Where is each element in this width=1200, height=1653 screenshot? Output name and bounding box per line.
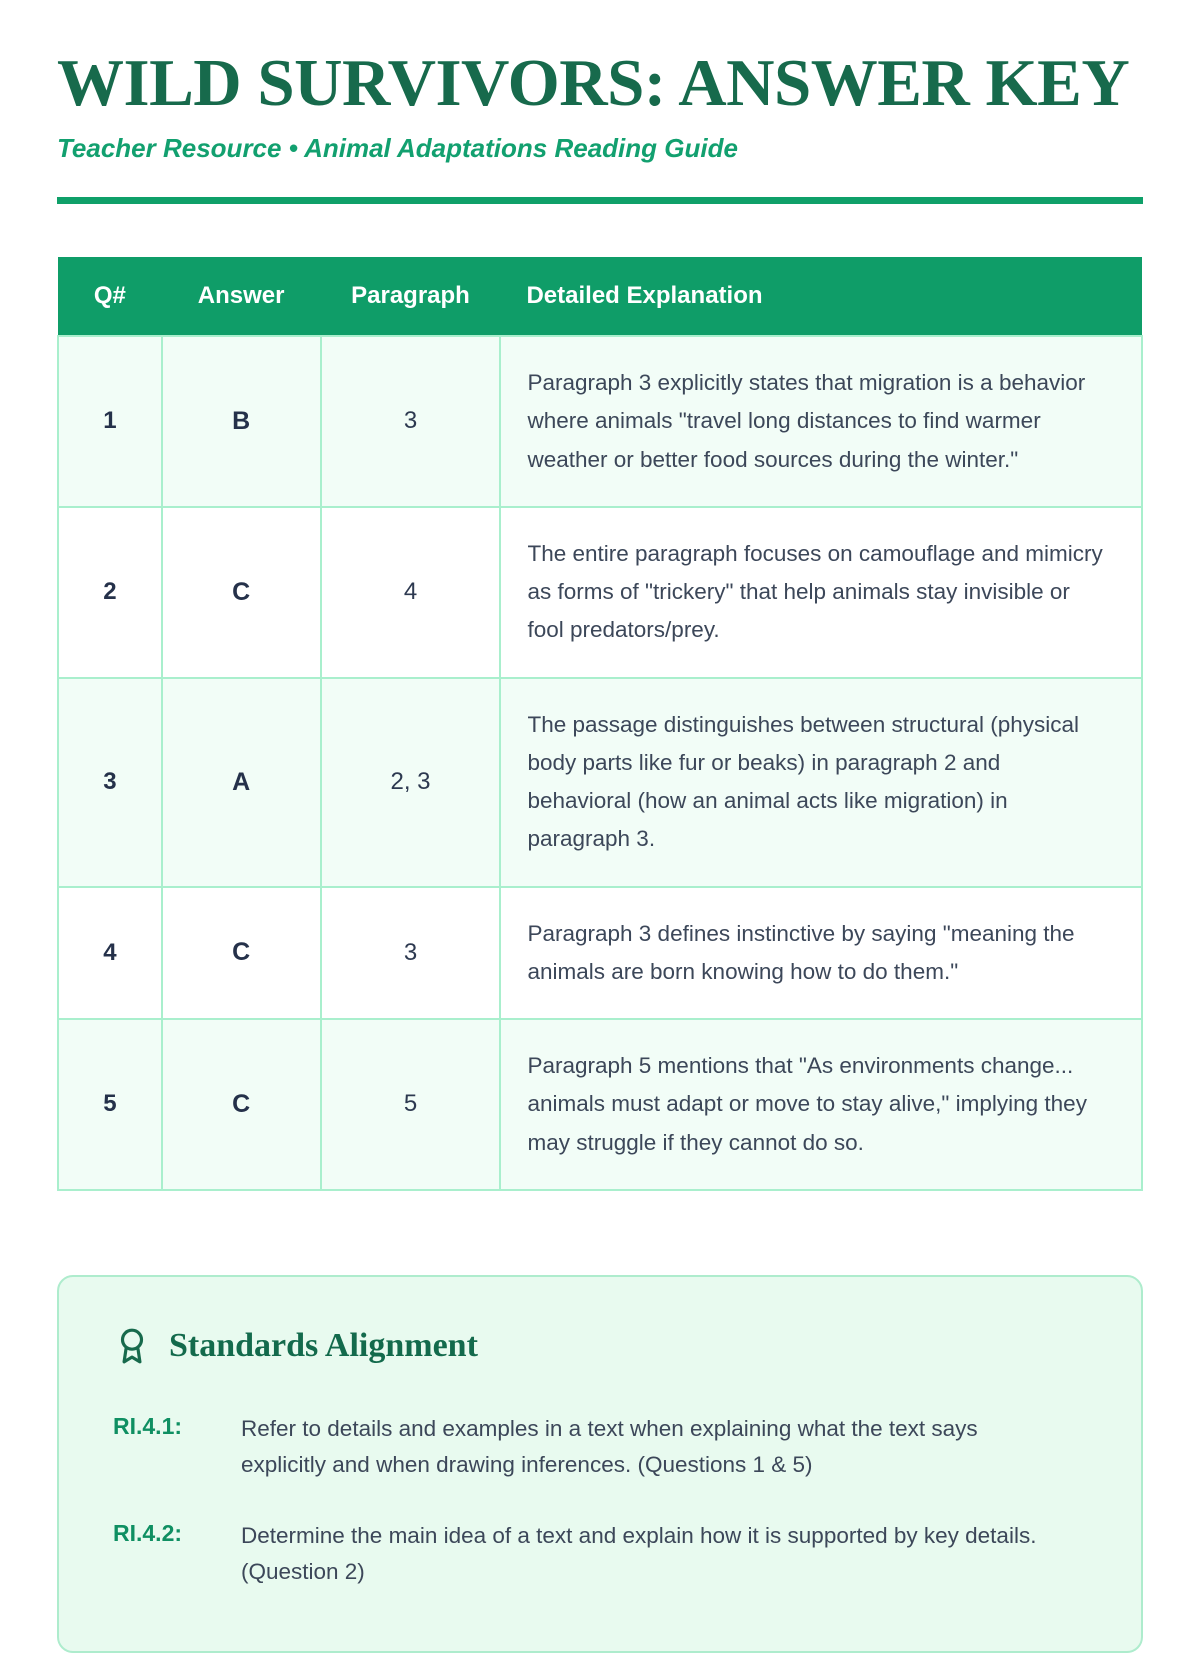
answer-letter-cell: B [162, 336, 321, 507]
table-row [58, 1019, 1142, 1190]
table-row [58, 507, 1142, 678]
paragraph-ref-cell: 4 [321, 507, 501, 678]
answer-letter-cell: C [162, 507, 321, 678]
standard-item [109, 1518, 1091, 1591]
answer-letter-cell: A [162, 678, 321, 887]
paragraph-ref-cell: 2, 3 [321, 678, 501, 887]
question-number-cell: 1 [58, 336, 162, 507]
standard-item [109, 1411, 1091, 1484]
explanation-cell: Paragraph 3 explicitly states that migration is a behavior where animals "travel long distances to find warmer weather or better food sources during the winter." [500, 336, 1142, 507]
column-header-answer: Answer [162, 257, 321, 336]
question-number-cell: 4 [58, 887, 162, 1020]
standards-title: Standards Alignment [169, 1326, 478, 1364]
explanation-cell: The entire paragraph focuses on camouflage and mimicry as forms of "trickery" that help animals stay invisible or fool predators/prey. [500, 507, 1142, 678]
paragraph-ref-cell: 5 [321, 1019, 501, 1190]
paragraph-ref-cell: 3 [321, 336, 501, 507]
question-number-cell: 5 [58, 1019, 162, 1190]
standard-description: Determine the main idea of a text and explain how it is supported by key details. (Question 2) [241, 1522, 1037, 1585]
column-header-explanation: Detailed Explanation [500, 257, 1142, 336]
table-row [58, 336, 1142, 507]
explanation-cell: Paragraph 5 mentions that "As environments change... animals must adapt or move to stay alive," implying they may struggle if they cannot do so. [500, 1019, 1142, 1190]
column-header-paragraph: Paragraph [321, 257, 501, 336]
table-row [58, 678, 1142, 887]
page-title: WILD SURVIVORS: ANSWER KEY [57, 46, 1130, 120]
standard-code-label: RI.4.2: [113, 1519, 183, 1546]
page-subtitle: Teacher Resource • Animal Adaptations Reading Guide [57, 133, 738, 163]
table-header [58, 257, 1142, 336]
column-header-question: Q# [58, 257, 162, 336]
answer-letter-cell: C [162, 1019, 321, 1190]
standard-code-label: RI.4.1: [113, 1412, 183, 1439]
question-number-cell: 2 [58, 507, 162, 678]
paragraph-ref-cell: 3 [321, 887, 501, 1020]
table-body [58, 336, 1142, 1190]
standards-list [109, 1411, 1091, 1591]
award-ribbon-icon [113, 1327, 151, 1365]
explanation-cell: Paragraph 3 defines instinctive by saying "meaning the animals are born knowing how to do them." [500, 887, 1142, 1020]
header-divider [57, 197, 1143, 204]
standard-description: Refer to details and examples in a text when explaining what the text says explicitly and when drawing inferences. (Questions 1 & 5) [241, 1415, 978, 1478]
table-row [58, 887, 1142, 1020]
explanation-cell: The passage distinguishes between structural (physical body parts like fur or beaks) in paragraph 2 and behavioral (how an animal acts like migration) in paragraph 3. [500, 678, 1142, 887]
answer-letter-cell: C [162, 887, 321, 1020]
standards-alignment-panel [57, 1275, 1143, 1653]
question-number-cell: 3 [58, 678, 162, 887]
answer-key-table [57, 257, 1143, 1191]
